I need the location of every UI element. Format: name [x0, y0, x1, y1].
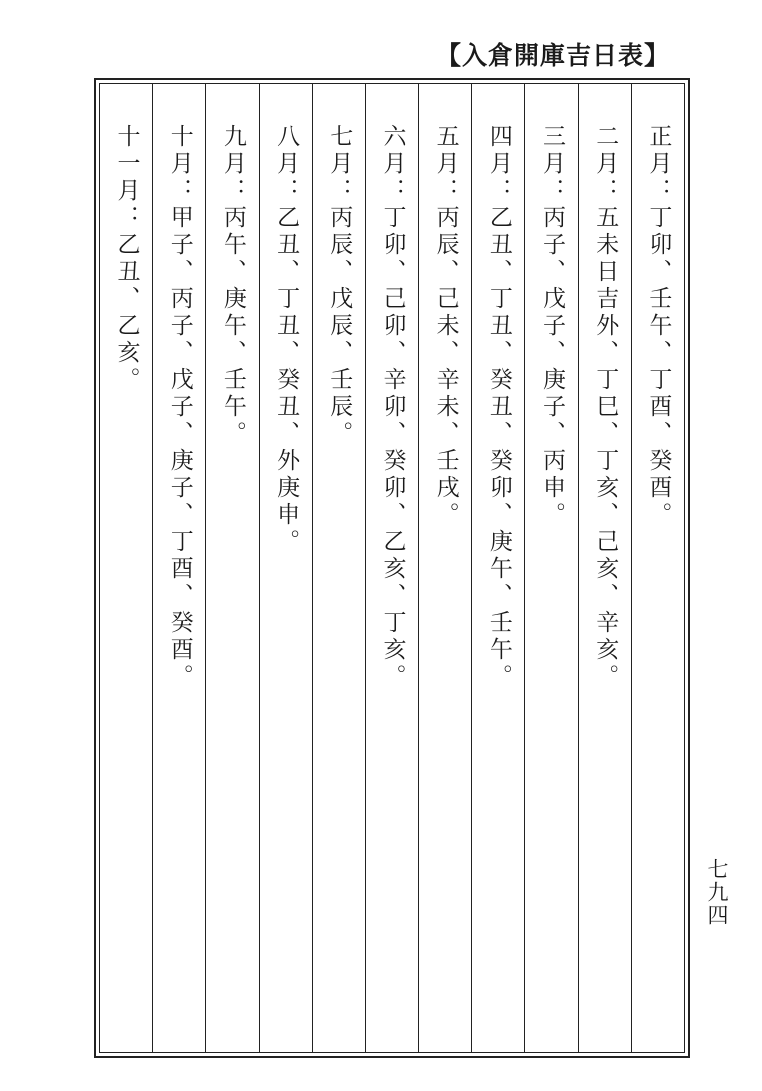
column-month-1 — [631, 84, 684, 1052]
column-month-4 — [471, 84, 524, 1052]
column-text: 九月：丙午、庚午、壬午。 — [219, 124, 246, 448]
column-month-8 — [259, 84, 312, 1052]
column-month-6 — [365, 84, 418, 1052]
column-month-5 — [418, 84, 471, 1052]
page-number: 七九四 — [705, 858, 729, 927]
column-month-9 — [205, 84, 258, 1052]
table-columns — [99, 83, 685, 1053]
column-text: 四月：乙丑、丁丑、癸丑、癸卯、庚午、壬午。 — [485, 124, 512, 691]
column-text: 八月：乙丑、丁丑、癸丑、外庚申。 — [273, 124, 300, 556]
column-text: 二月：五未日吉外、丁巳、丁亥、己亥、辛亥。 — [592, 124, 619, 691]
table-frame — [94, 78, 690, 1058]
column-text: 五月：丙辰、己未、辛未、壬戌。 — [432, 124, 459, 529]
column-month-10 — [152, 84, 205, 1052]
column-text: 正月：丁卯、壬午、丁酉、癸酉。 — [645, 124, 672, 529]
column-text: 三月：丙子、戊子、庚子、丙申。 — [539, 124, 566, 529]
page-title: 【入倉開庫吉日表】 — [435, 41, 670, 70]
column-month-3 — [524, 84, 577, 1052]
column-month-2 — [578, 84, 631, 1052]
column-text: 十一月：乙丑、乙亥。 — [113, 124, 140, 394]
column-month-7 — [312, 84, 365, 1052]
column-text: 十月：甲子、丙子、戊子、庚子、丁酉、癸酉。 — [166, 124, 193, 691]
column-text: 七月：丙辰、戊辰、壬辰。 — [326, 124, 353, 448]
column-month-11 — [100, 84, 152, 1052]
column-text: 六月：丁卯、己卯、辛卯、癸卯、乙亥、丁亥。 — [379, 124, 406, 691]
